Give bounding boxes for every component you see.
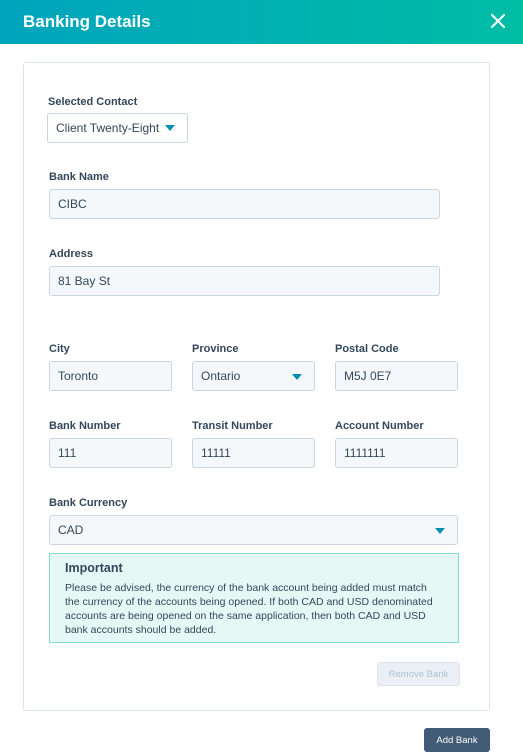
remove-bank-button[interactable]: Remove Bank: [377, 662, 460, 686]
city-input[interactable]: [49, 361, 172, 391]
add-bank-button[interactable]: Add Bank: [424, 728, 490, 752]
bank-currency-dropdown[interactable]: [49, 515, 458, 545]
bank-name-input[interactable]: [49, 189, 440, 219]
address-input[interactable]: [49, 266, 440, 296]
important-notice: [49, 553, 459, 643]
bank-number-label: Bank Number: [49, 420, 121, 432]
notice-title: Important: [65, 561, 123, 575]
banking-form-card: [23, 62, 490, 711]
transit-number-label: Transit Number: [192, 420, 273, 432]
bank-number-input[interactable]: [49, 438, 172, 468]
bank-currency-label: Bank Currency: [49, 497, 128, 509]
postal-code-input[interactable]: [335, 361, 458, 391]
selected-contact-value: Client Twenty-Eight: [56, 121, 160, 135]
close-button[interactable]: [485, 8, 511, 34]
selected-contact-dropdown[interactable]: [47, 113, 188, 143]
close-icon: [491, 14, 505, 28]
postal-code-label: Postal Code: [335, 343, 399, 355]
bank-currency-value: CAD: [58, 523, 84, 537]
city-label: City: [49, 343, 70, 355]
notice-body: Please be advised, the currency of the bank account being added must match the currency of the accounts being opened. If both CAD and USD denominated accounts are being opened on the same application, then both CAD and USD bank accounts should be added.: [65, 582, 433, 636]
modal-header: [0, 0, 523, 44]
selected-contact-label: Selected Contact: [48, 96, 138, 108]
chevron-down-icon: [165, 125, 175, 131]
chevron-down-icon: [292, 374, 302, 380]
modal-title: Banking Details: [23, 12, 151, 31]
account-number-label: Account Number: [335, 420, 424, 432]
province-dropdown[interactable]: [192, 361, 315, 391]
province-label: Province: [192, 343, 239, 355]
province-value: Ontario: [201, 369, 241, 383]
chevron-down-icon: [435, 528, 445, 534]
address-label: Address: [49, 248, 94, 260]
transit-number-input[interactable]: [192, 438, 315, 468]
account-number-input[interactable]: [335, 438, 458, 468]
bank-name-label: Bank Name: [49, 171, 109, 183]
